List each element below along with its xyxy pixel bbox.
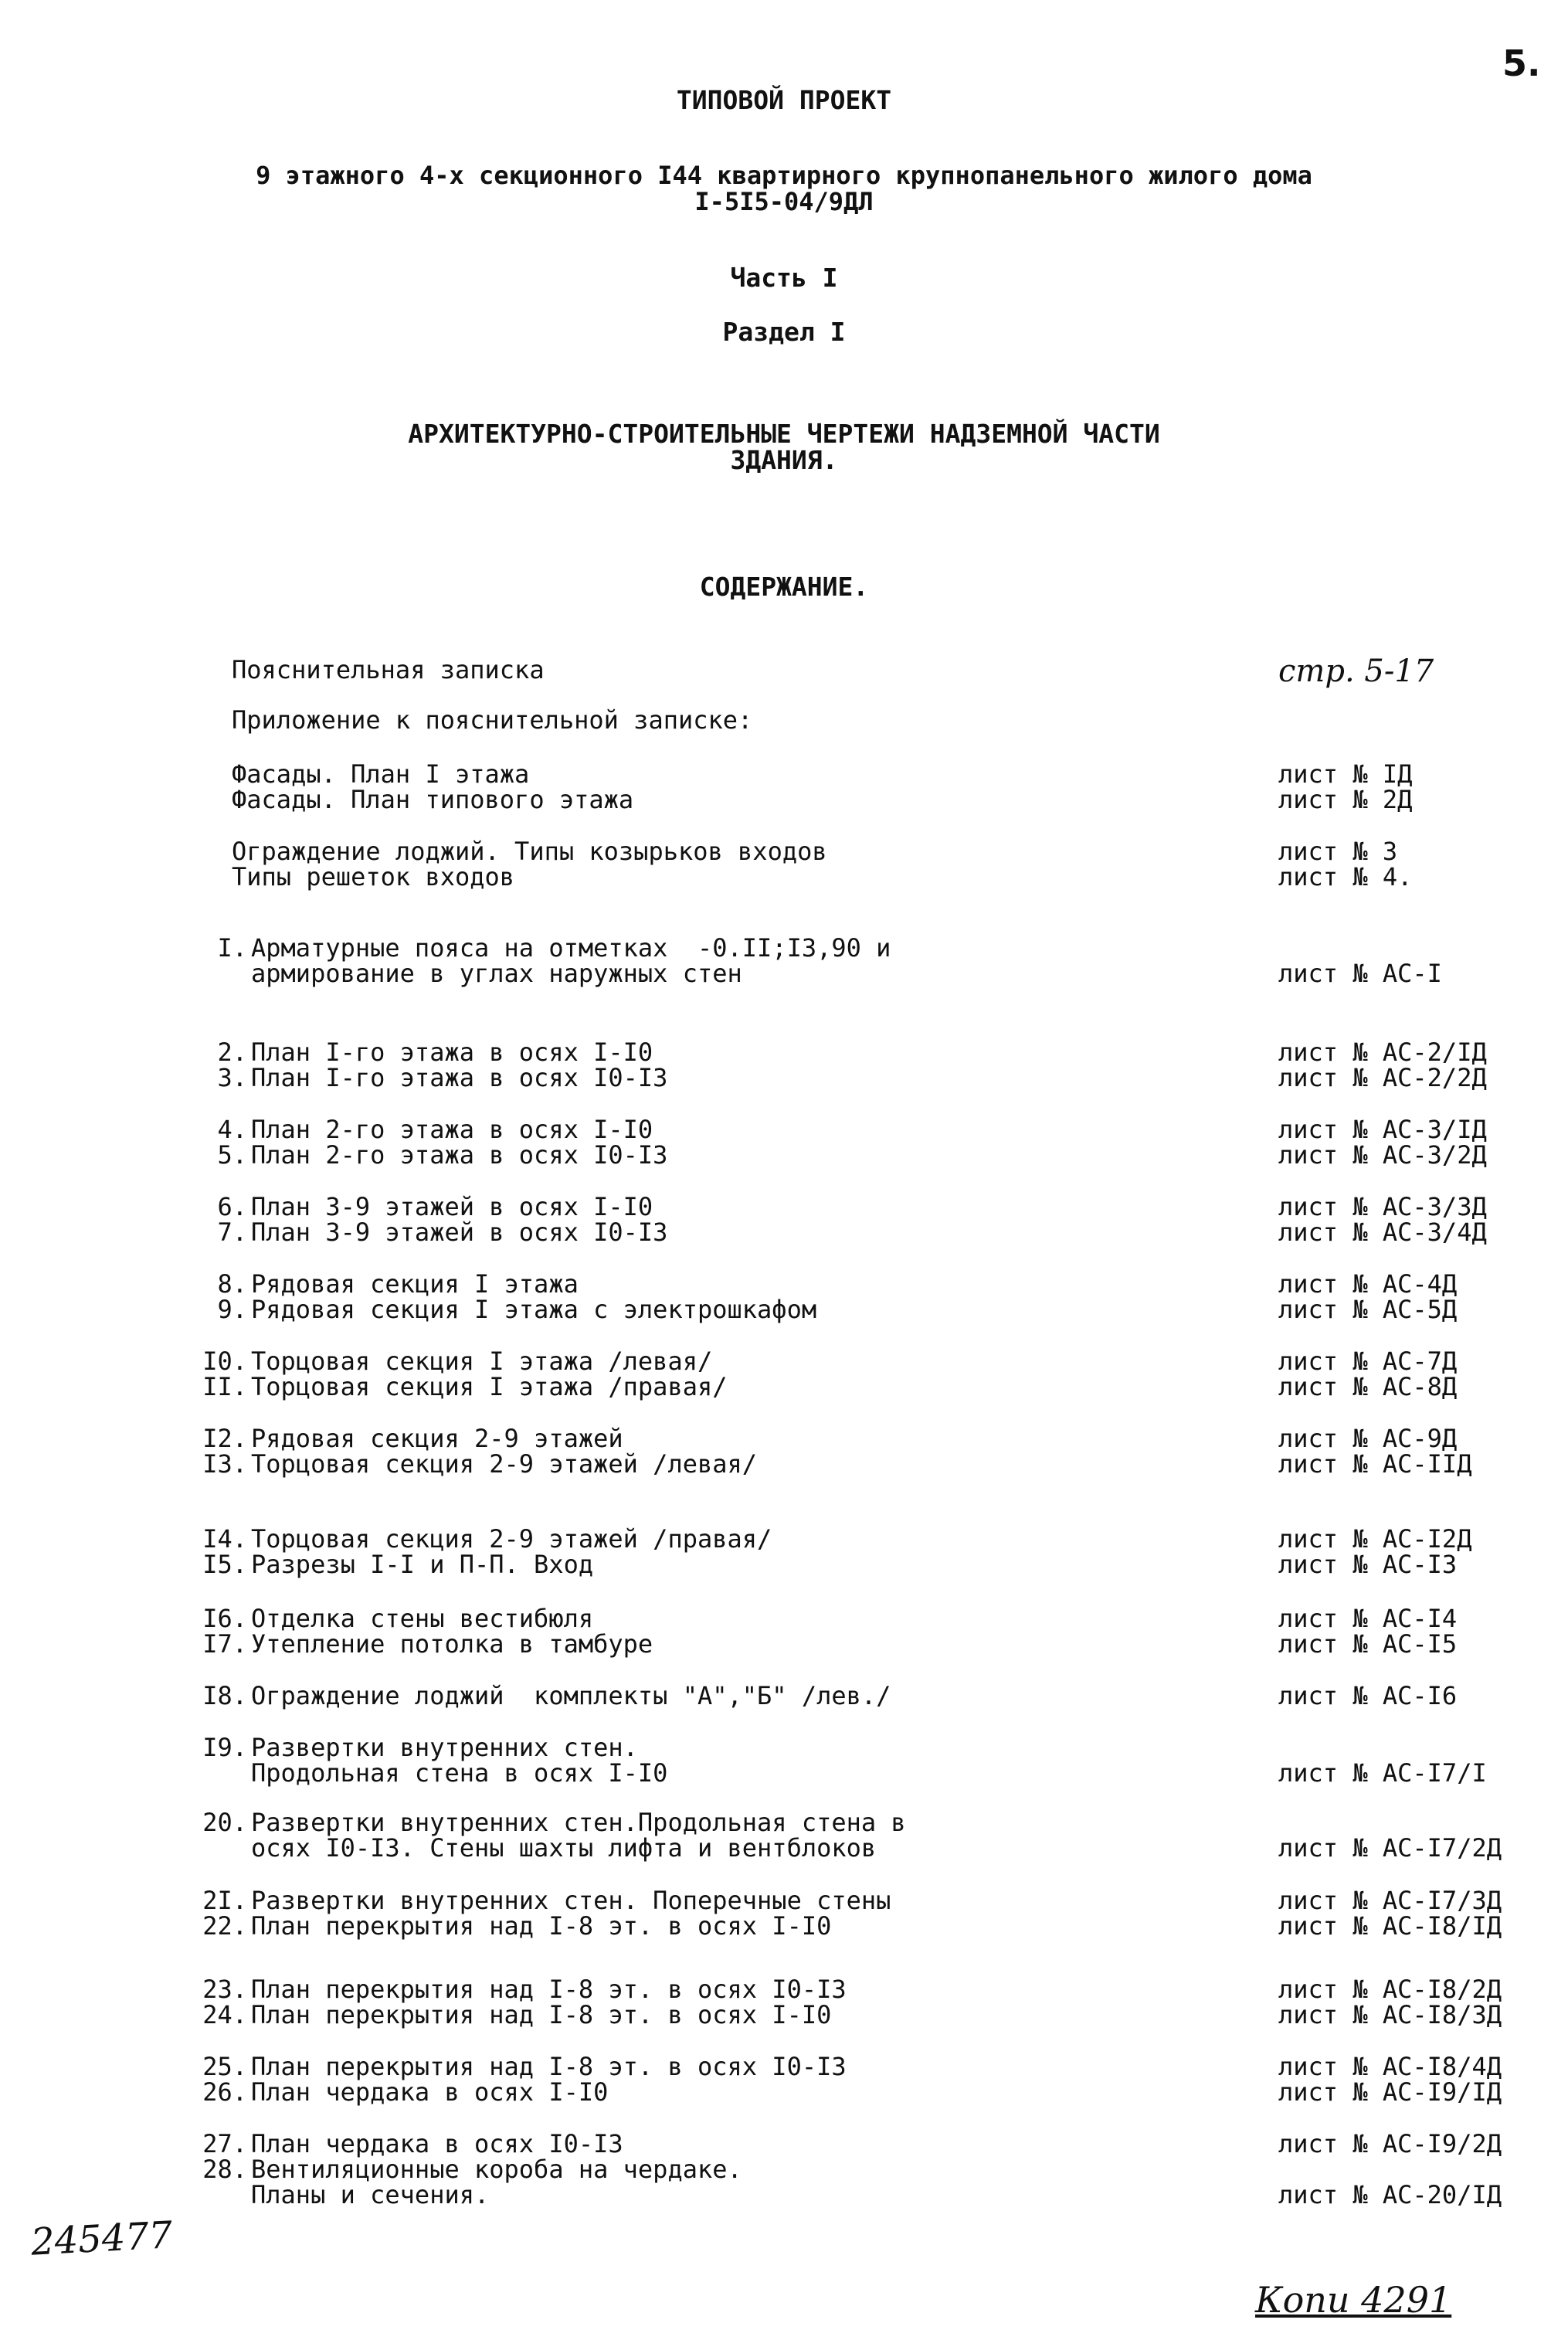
handwritten-note: Копи 4291 <box>1255 2279 1452 2321</box>
item-number: 8. <box>217 1269 247 1299</box>
item-number: 9. <box>217 1295 247 1324</box>
contents-title: СОДЕРЖАНИЕ. <box>699 572 869 602</box>
intro-ref: лист № 2Д <box>1278 785 1413 814</box>
intro-text: Типы решеток входов <box>232 862 515 892</box>
item-title: Рядовая секция 2-9 этажей <box>251 1424 623 1453</box>
inventory-stamp: 245477 <box>29 2213 174 2264</box>
item-number: 2. <box>217 1038 247 1067</box>
item-number: I5. <box>202 1550 247 1579</box>
item-title: Рядовая секция I этажа с электрошкафом <box>251 1295 817 1324</box>
item-number: I0. <box>202 1347 247 1376</box>
item-title: Рядовая секция I этажа <box>251 1269 579 1299</box>
intro-text: Фасады. План I этажа <box>232 759 530 789</box>
item-sheet-ref: лист № АС-I7/3Д <box>1278 1886 1502 1915</box>
doc-title: ТИПОВОЙ ПРОЕКТ <box>676 85 892 115</box>
item-sheet-ref: лист № АС-9Д <box>1278 1424 1458 1453</box>
item-title: План перекрытия над I-8 эт. в осях I-I0 <box>251 2000 832 2029</box>
item-title: Планы и сечения. <box>251 2180 490 2209</box>
item-number: 22. <box>202 1911 247 1941</box>
item-title: Развертки внутренних стен. Поперечные стены <box>251 1886 891 1915</box>
item-number: 25. <box>202 2052 247 2081</box>
item-sheet-ref: лист № АС-I8/4Д <box>1278 2052 1502 2081</box>
item-sheet-ref: лист № АС-I9/2Д <box>1278 2129 1502 2158</box>
page-number: 5. <box>1502 42 1541 84</box>
item-sheet-ref: лист № АС-I2Д <box>1278 1524 1472 1554</box>
section-label: Раздел I <box>722 317 846 347</box>
item-sheet-ref: лист № АС-3/2Д <box>1278 1140 1487 1170</box>
item-number: 3. <box>217 1063 247 1092</box>
item-number: 23. <box>202 1975 247 2004</box>
item-title: Ограждение лоджий комплекты "А","Б" /лев./ <box>251 1681 891 1710</box>
item-number: 28. <box>202 2155 247 2184</box>
item-title: План 2-го этажа в осях I0-I3 <box>251 1140 668 1170</box>
intro-ref: лист № 4. <box>1278 862 1413 892</box>
item-sheet-ref: лист № АС-8Д <box>1278 1372 1458 1401</box>
part-label: Часть I <box>730 263 838 293</box>
doc-subtitle <box>0 162 1568 215</box>
item-sheet-ref: лист № АС-I9/IД <box>1278 2077 1502 2107</box>
item-title: Торцовая секция 2-9 этажей /левая/ <box>251 1449 758 1479</box>
item-number: I2. <box>202 1424 247 1453</box>
item-sheet-ref: лист № АС-I8/3Д <box>1278 2000 1502 2029</box>
item-title: Торцовая секция I этажа /левая/ <box>251 1347 713 1376</box>
item-title: Отделка стены вестибюля <box>251 1604 594 1633</box>
item-number: I. <box>217 933 247 963</box>
item-title: План I-го этажа в осях I-I0 <box>251 1038 653 1067</box>
item-number: 6. <box>217 1192 247 1221</box>
item-number: 20. <box>202 1808 247 1837</box>
item-title: Торцовая секция I этажа /правая/ <box>251 1372 728 1401</box>
item-sheet-ref: лист № АС-2/IД <box>1278 1038 1487 1067</box>
item-sheet-ref: лист № АС-20/IД <box>1278 2180 1502 2209</box>
subtitle-line-1: 9 этажного 4-х секционного I44 квартирного крупнопанельного жилого дома <box>256 161 1312 190</box>
item-number: II. <box>202 1372 247 1401</box>
item-sheet-ref: лист № АС-I6 <box>1278 1681 1458 1710</box>
item-title: План 3-9 этажей в осях I0-I3 <box>251 1218 668 1247</box>
item-title: План перекрытия над I-8 эт. в осях I0-I3 <box>251 1975 847 2004</box>
item-title: Продольная стена в осях I-I0 <box>251 1758 668 1788</box>
item-number: I9. <box>202 1733 247 1762</box>
intro-ref: лист № 3 <box>1278 837 1398 866</box>
subtitle-line-2: I-5I5-04/9ДЛ <box>694 187 874 216</box>
item-sheet-ref: лист № АС-3/4Д <box>1278 1218 1487 1247</box>
item-title: План 3-9 этажей в осях I-I0 <box>251 1192 653 1221</box>
item-title: План чердака в осях I0-I3 <box>251 2129 623 2158</box>
item-number: 2I. <box>202 1886 247 1915</box>
item-title: армирование в углах наружных стен <box>251 959 742 988</box>
item-number: 4. <box>217 1115 247 1144</box>
item-sheet-ref: лист № АС-I8/IД <box>1278 1911 1502 1941</box>
item-title: Развертки внутренних стен.Продольная стена в <box>251 1808 906 1837</box>
heading-line-2: ЗДАНИЯ. <box>730 445 838 475</box>
item-number: 24. <box>202 2000 247 2029</box>
item-number: I4. <box>202 1524 247 1554</box>
item-sheet-ref: лист № АС-3/3Д <box>1278 1192 1487 1221</box>
section-heading <box>0 421 1568 474</box>
item-sheet-ref: лист № АС-5Д <box>1278 1295 1458 1324</box>
item-title: Арматурные пояса на отметках -0.II;I3,90 и <box>251 933 891 963</box>
intro-ref: лист № IД <box>1278 759 1413 789</box>
item-sheet-ref: лист № АС-7Д <box>1278 1347 1458 1376</box>
item-number: 7. <box>217 1218 247 1247</box>
item-title: План 2-го этажа в осях I-I0 <box>251 1115 653 1144</box>
item-sheet-ref: лист № АС-2/2Д <box>1278 1063 1487 1092</box>
intro-text: Фасады. План типового этажа <box>232 785 634 814</box>
item-number: 26. <box>202 2077 247 2107</box>
heading-line-1: АРХИТЕКТУРНО-СТРОИТЕЛЬНЫЕ ЧЕРТЕЖИ НАДЗЕМНОЙ ЧАСТИ <box>408 419 1160 449</box>
intro-text: Приложение к пояснительной записке: <box>232 705 753 735</box>
item-title: План I-го этажа в осях I0-I3 <box>251 1063 668 1092</box>
item-title: Разрезы I-I и П-П. Вход <box>251 1550 594 1579</box>
item-sheet-ref: лист № АС-I3 <box>1278 1550 1458 1579</box>
item-title: План чердака в осях I-I0 <box>251 2077 609 2107</box>
item-sheet-ref: лист № АС-I8/2Д <box>1278 1975 1502 2004</box>
item-sheet-ref: лист № АС-I4 <box>1278 1604 1458 1633</box>
item-number: I3. <box>202 1449 247 1479</box>
item-number: I8. <box>202 1681 247 1710</box>
item-number: 27. <box>202 2129 247 2158</box>
item-sheet-ref: лист № АС-I <box>1278 959 1442 988</box>
item-title: Развертки внутренних стен. <box>251 1733 638 1762</box>
item-number: I6. <box>202 1604 247 1633</box>
intro-text: Ограждение лоджий. Типы козырьков входов <box>232 837 827 866</box>
item-sheet-ref: лист № АС-I7/2Д <box>1278 1833 1502 1863</box>
intro-text: Пояснительная записка <box>232 655 545 684</box>
item-number: 5. <box>217 1140 247 1170</box>
item-title: осях I0-I3. Стены шахты лифта и вентблоков <box>251 1833 877 1863</box>
item-sheet-ref: лист № АС-I5 <box>1278 1629 1458 1659</box>
item-sheet-ref: лист № АС-IIД <box>1278 1449 1472 1479</box>
item-title: План перекрытия над I-8 эт. в осях I0-I3 <box>251 2052 847 2081</box>
intro-ref: стр. 5-17 <box>1278 654 1434 689</box>
item-title: Утепление потолка в тамбуре <box>251 1629 653 1659</box>
item-title: Вентиляционные короба на чердаке. <box>251 2155 742 2184</box>
item-sheet-ref: лист № АС-3/IД <box>1278 1115 1487 1144</box>
item-title: План перекрытия над I-8 эт. в осях I-I0 <box>251 1911 832 1941</box>
item-sheet-ref: лист № АС-4Д <box>1278 1269 1458 1299</box>
item-title: Торцовая секция 2-9 этажей /правая/ <box>251 1524 772 1554</box>
item-sheet-ref: лист № АС-I7/I <box>1278 1758 1487 1788</box>
item-number: I7. <box>202 1629 247 1659</box>
